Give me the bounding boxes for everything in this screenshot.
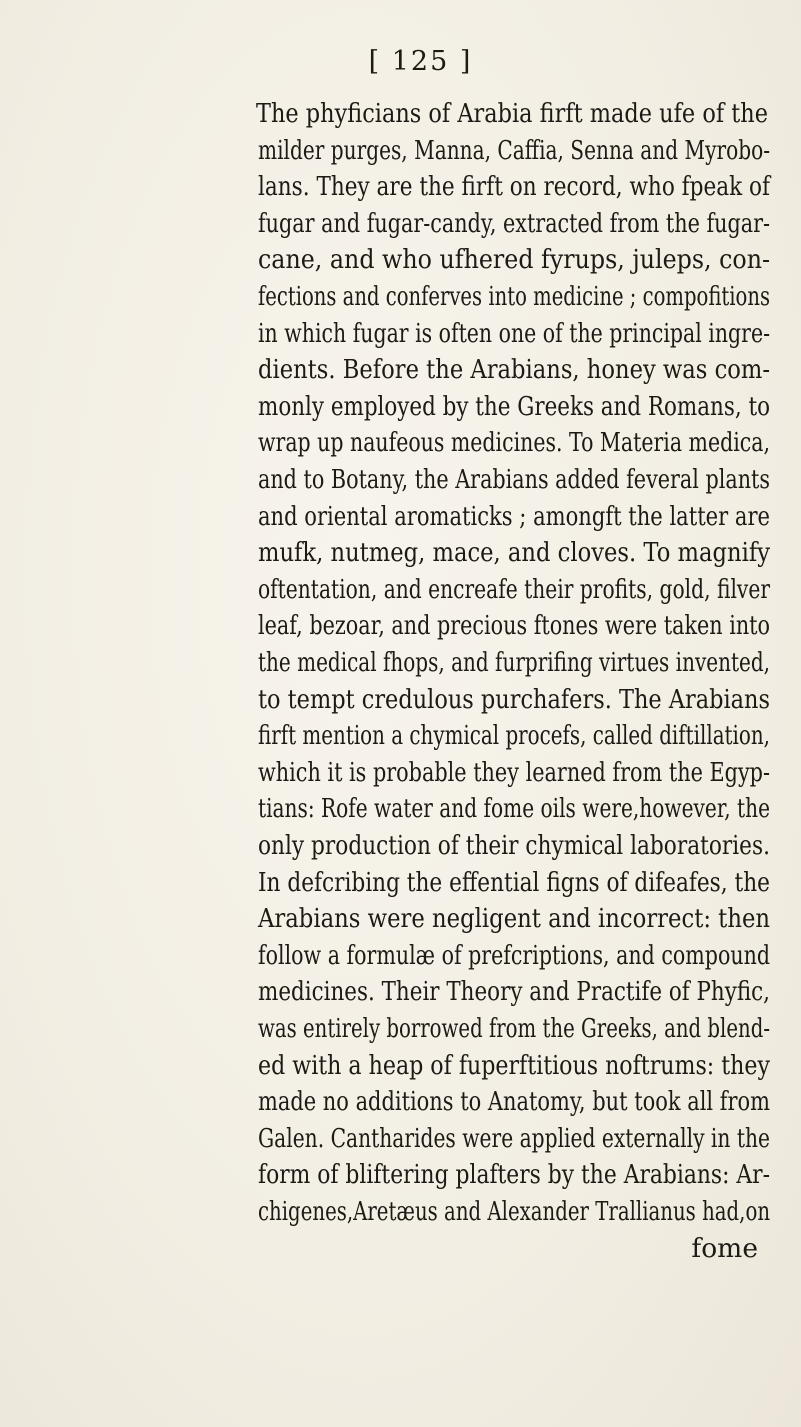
text-line: and oriental aromaticks ; amongft the latter are <box>258 500 770 532</box>
text-line: In defcribing the effential figns of difeafes, the <box>258 866 770 898</box>
text-line: chigenes,Aretæus and Alexander Trallianus had,on <box>258 1196 771 1227</box>
text-line: monly employed by the Greeks and Romans, to <box>258 390 770 422</box>
text-line: tians: Rofe water and fome oils were,however, the <box>258 793 770 825</box>
text-line: only production of their chymical laboratories. <box>258 830 770 861</box>
text-line: the medical fhops, and furprifing virtues invented, <box>258 647 770 678</box>
text-line: Arabians were negligent and incorrect: then <box>258 903 771 935</box>
text-line: and to Botany, the Arabians added feveral plants <box>258 464 770 495</box>
text-line: medicines. Their Theory and Practife of Phyfic, <box>258 976 770 1008</box>
text-line: cane, and who ufhered fyrups, juleps, con- <box>258 244 771 276</box>
text-line: fections and conferves into medicine ; compofitions <box>258 281 771 312</box>
text-line: fome <box>691 1232 758 1264</box>
text-line: leaf, bezoar, and precious ftones were taken into <box>258 610 770 642</box>
text-line: firft mention a chymical procefs, called diftillation, <box>258 720 770 752</box>
text-line: Galen. Cantharides were applied externally in the <box>258 1122 771 1154</box>
text-line: mufk, nutmeg, mace, and cloves. To magnify <box>258 537 770 569</box>
text-line: to tempt credulous purchafers. The Arabians <box>258 683 771 715</box>
text-line: form of bliftering plafters by the Arabians: Ar- <box>258 1159 770 1191</box>
text-line: oftentation, and encreafe their profits, gold, filver <box>258 573 771 605</box>
text-line: dients. Before the Arabians, honey was com- <box>258 354 770 386</box>
text-line: lans. They are the firft on record, who fpeak of <box>258 171 771 203</box>
text-line: wrap up naufeous medicines. To Materia medica, <box>258 427 770 459</box>
text-line: in which fugar is often one of the principal ingre- <box>258 317 770 349</box>
text-line: follow a formulæ of prefcriptions, and compound <box>258 939 771 971</box>
text-line: fugar and fugar-candy, extracted from the fugar- <box>258 207 771 239</box>
text-line: ed with a heap of fuperftitious noftrums: they <box>258 1049 770 1081</box>
text-line: milder purges, Manna, Caffia, Senna and Myrobo- <box>258 134 771 166</box>
text-line: The phyficians of Arabia firft made ufe of the <box>256 98 768 129</box>
page-number: [ 125 ] <box>368 46 473 77</box>
text-line: was entirely borrowed from the Greeks, and blend- <box>258 1013 770 1044</box>
text-line: made no additions to Anatomy, but took all from <box>258 1086 770 1118</box>
text-line: which it is probable they learned from the Egyp- <box>258 756 771 788</box>
